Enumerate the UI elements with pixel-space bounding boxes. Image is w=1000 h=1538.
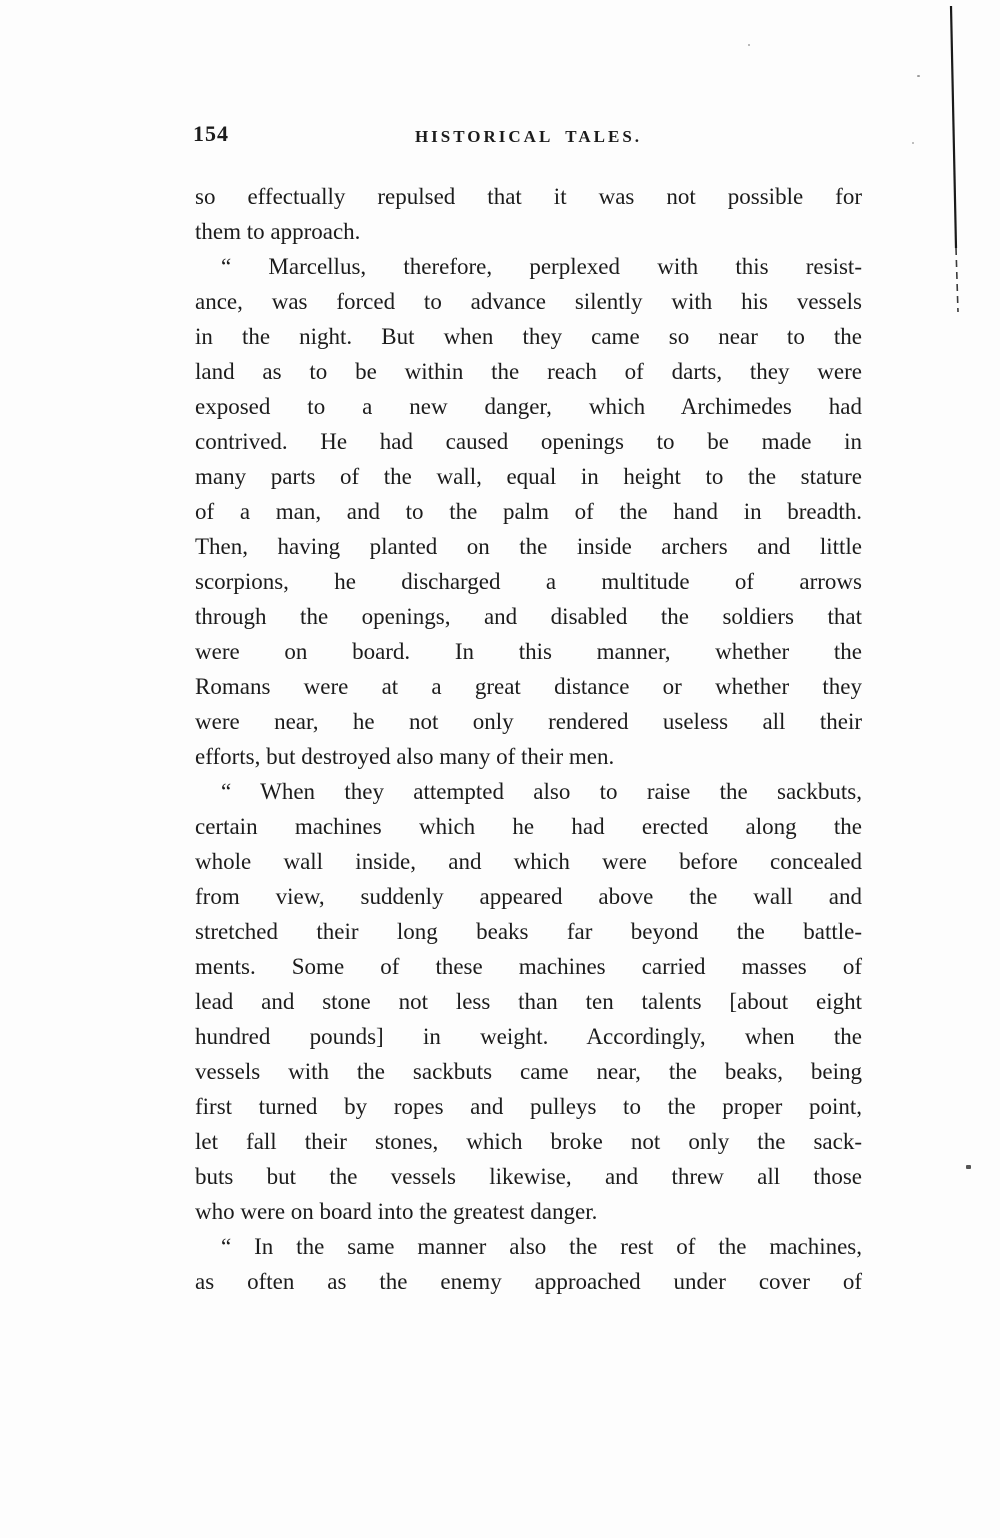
text-line: stretched their long beaks far beyond the battle- — [195, 919, 862, 944]
text-line: were on board. In this manner, whether the — [195, 639, 862, 664]
text-line: certain machines which he had erected along the — [195, 814, 862, 839]
paragraph — [195, 1229, 862, 1299]
scan-speck — [917, 75, 920, 77]
paragraph — [195, 774, 862, 1229]
text-line: vessels with the sackbuts came near, the beaks, being — [195, 1059, 862, 1084]
text-line: first turned by ropes and pulleys to the proper point, — [195, 1094, 862, 1119]
text-line: were near, he not only rendered useless all their — [195, 709, 862, 734]
text-line: exposed to a new danger, which Archimedes had — [195, 394, 862, 419]
text-line: whole wall inside, and which were before concealed — [195, 849, 862, 874]
text-line: let fall their stones, which broke not only the sack- — [195, 1129, 862, 1154]
text-line: from view, suddenly appeared above the wall and — [195, 884, 862, 909]
text-line: “ Marcellus, therefore, perplexed with this resist- — [221, 254, 862, 279]
text-line: many parts of the wall, equal in height to the stature — [195, 464, 862, 489]
text-line: through the openings, and disabled the soldiers that — [195, 604, 862, 629]
text-line: Romans were at a great distance or whether they — [195, 674, 862, 699]
text-line: scorpions, he discharged a multitude of arrows — [195, 569, 862, 594]
text-line: as often as the enemy approached under cover of — [195, 1269, 862, 1294]
scan-speck — [966, 1165, 971, 1169]
text-line: buts but the vessels likewise, and threw all those — [195, 1164, 862, 1189]
text-line: in the night. But when they came so near to the — [195, 324, 862, 349]
text-line: ments. Some of these machines carried masses of — [195, 954, 862, 979]
scan-speck — [748, 44, 750, 46]
text-line: hundred pounds] in weight. Accordingly, when the — [195, 1024, 862, 1049]
text-line: ance, was forced to advance silently with his vessels — [195, 289, 862, 314]
text-line: who were on board into the greatest danger. — [195, 1199, 598, 1224]
paragraph — [195, 249, 862, 774]
text-line: so effectually repulsed that it was not possible for — [195, 184, 862, 209]
text-line: them to approach. — [195, 219, 361, 244]
text-line: lead and stone not less than ten talents [about eight — [195, 989, 862, 1014]
paragraph — [195, 179, 862, 249]
text-line: Then, having planted on the inside archers and little — [195, 534, 862, 559]
text-line: of a man, and to the palm of the hand in breadth. — [195, 499, 862, 524]
text-block — [195, 179, 862, 1299]
page-number: 154 — [193, 121, 229, 146]
scan-speck — [912, 142, 914, 144]
text-line: contrived. He had caused openings to be made in — [195, 429, 862, 454]
text-line: efforts, but destroyed also many of their men. — [195, 744, 615, 769]
running-title: HISTORICAL TALES. — [414, 127, 643, 146]
text-line: land as to be within the reach of darts, they were — [195, 359, 862, 384]
text-line: “ In the same manner also the rest of the machines, — [221, 1234, 862, 1259]
text-line: “ When they attempted also to raise the sackbuts, — [221, 779, 862, 804]
